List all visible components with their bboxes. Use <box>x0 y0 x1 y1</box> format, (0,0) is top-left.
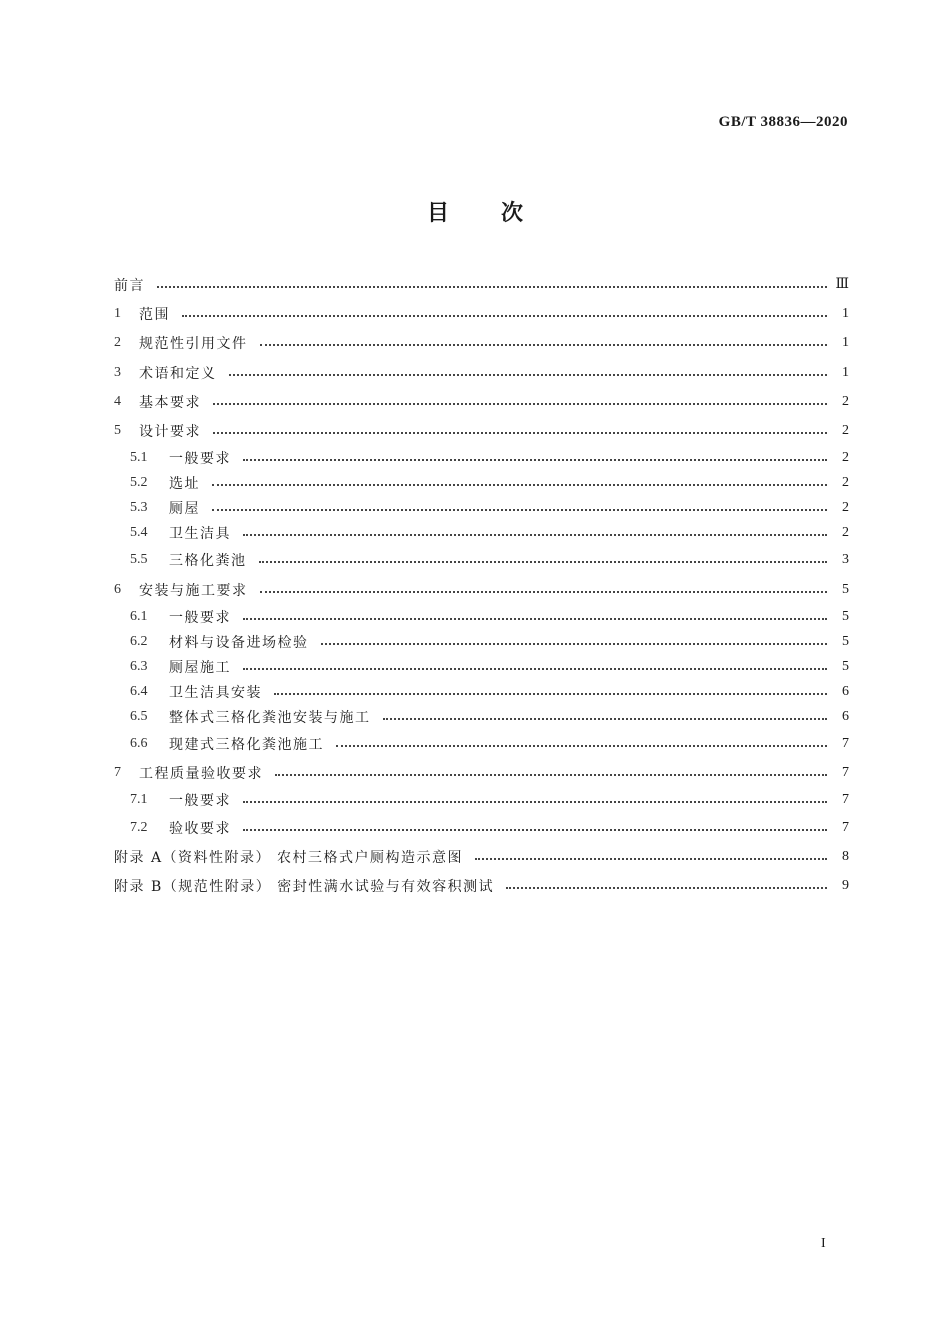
toc-entry-page: 5 <box>842 633 849 649</box>
toc-entry-number: 6.1 <box>130 608 148 624</box>
toc-entry-page: 5 <box>842 658 849 674</box>
toc-entry-number: 6.2 <box>130 633 148 649</box>
toc-entry-number: 5.1 <box>130 450 148 466</box>
toc-leader-dots <box>506 887 827 889</box>
toc-entry-page: Ⅲ <box>835 277 849 293</box>
toc-leader-dots <box>274 693 827 695</box>
toc-entry[interactable] <box>114 629 849 654</box>
toc-entry[interactable] <box>114 729 849 758</box>
footer-page-number: I <box>821 1236 826 1251</box>
toc-leader-dots <box>157 286 827 288</box>
toc-leader-dots <box>243 459 827 461</box>
toc-entry-page: 9 <box>842 878 849 894</box>
toc-entry-page: 2 <box>842 423 849 439</box>
toc-entry-label: 一般要求 <box>169 609 231 626</box>
toc-leader-dots <box>321 643 828 645</box>
toc-entry[interactable] <box>114 446 849 471</box>
toc-entry[interactable] <box>114 387 849 416</box>
toc-entry-label: 工程质量验收要求 <box>139 766 263 783</box>
toc-entry-label: 范围 <box>139 306 170 323</box>
toc-entry[interactable] <box>114 299 849 328</box>
toc-entry-page: 5 <box>842 581 849 597</box>
toc-entry[interactable] <box>114 496 849 521</box>
toc-leader-dots <box>243 801 827 803</box>
toc-entry-page: 7 <box>842 736 849 752</box>
toc-entry-page: 7 <box>842 819 849 835</box>
toc-entry[interactable] <box>114 872 849 901</box>
toc-entry-number: 6.4 <box>130 683 148 699</box>
toc-entry-label: 整体式三格化粪池安装与施工 <box>169 709 371 726</box>
toc-entry-label: 附录 A（资料性附录） 农村三格式户厕构造示意图 <box>114 849 464 866</box>
toc-entry-page: 6 <box>842 708 849 724</box>
toc-entry-label: 厕屋施工 <box>169 659 231 676</box>
toc-leader-dots <box>259 561 828 563</box>
toc-entry-page: 2 <box>842 500 849 516</box>
toc-entry-label: 一般要求 <box>169 793 231 810</box>
toc-entry[interactable] <box>114 704 849 729</box>
toc-entry-label: 验收要求 <box>169 820 231 837</box>
toc-entry[interactable] <box>114 471 849 496</box>
toc-leader-dots <box>243 668 827 670</box>
toc-entry-page: 5 <box>842 608 849 624</box>
toc-entry-label: 设计要求 <box>139 424 201 441</box>
toc-entry[interactable] <box>114 329 849 358</box>
toc-entry[interactable] <box>114 788 849 813</box>
toc-entry-label: 术语和定义 <box>139 365 217 382</box>
toc-leader-dots <box>243 829 827 831</box>
toc-entry-label: 三格化粪池 <box>169 553 247 570</box>
toc-entry-page: 2 <box>842 525 849 541</box>
toc-entry-number: 2 <box>114 335 121 351</box>
toc-leader-dots <box>212 509 827 511</box>
toc-entry-number: 3 <box>114 364 121 380</box>
toc-entry-number: 5.3 <box>130 500 148 516</box>
toc-entry-label: 基本要求 <box>139 394 201 411</box>
toc-entry-label: 厕屋 <box>169 501 200 518</box>
toc-entry-page: 1 <box>842 335 849 351</box>
toc-entry-label: 选址 <box>169 476 200 493</box>
toc-entry-label: 卫生洁具安装 <box>169 684 262 701</box>
toc-leader-dots <box>182 315 827 317</box>
toc-entry[interactable] <box>114 358 849 387</box>
toc-leader-dots <box>243 534 827 536</box>
toc-entry-number: 5 <box>114 423 121 439</box>
toc-entry-label: 规范性引用文件 <box>139 336 248 353</box>
toc-entry-number: 5.5 <box>130 552 148 568</box>
toc-leader-dots <box>383 718 828 720</box>
page-title: 目次 <box>426 201 575 226</box>
toc-entry-page: 3 <box>842 552 849 568</box>
toc-entry-label: 材料与设备进场检验 <box>169 634 309 651</box>
toc-entry[interactable] <box>114 416 849 445</box>
toc-entry-page: 2 <box>842 475 849 491</box>
table-of-contents <box>114 270 849 901</box>
toc-entry-page: 2 <box>842 450 849 466</box>
toc-entry-page: 1 <box>842 364 849 380</box>
toc-entry-number: 7.1 <box>130 792 148 808</box>
toc-entry-number: 6 <box>114 581 121 597</box>
toc-entry[interactable] <box>114 521 849 546</box>
toc-entry[interactable] <box>114 270 849 299</box>
toc-leader-dots <box>475 858 827 860</box>
toc-entry[interactable] <box>114 654 849 679</box>
toc-entry-label: 一般要求 <box>169 451 231 468</box>
toc-leader-dots <box>275 774 827 776</box>
toc-entry[interactable] <box>114 842 849 871</box>
toc-leader-dots <box>243 618 827 620</box>
toc-entry-label: 附录 B（规范性附录） 密封性满水试验与有效容积测试 <box>114 879 495 896</box>
toc-entry-page: 2 <box>842 393 849 409</box>
toc-leader-dots <box>336 745 827 747</box>
toc-entry[interactable] <box>114 604 849 629</box>
toc-entry-number: 7 <box>114 765 121 781</box>
toc-entry-page: 7 <box>842 765 849 781</box>
toc-entry-number: 6.5 <box>130 708 148 724</box>
toc-entry-number: 4 <box>114 393 121 409</box>
toc-entry-label: 现建式三格化粪池施工 <box>169 737 324 754</box>
toc-leader-dots <box>213 403 827 405</box>
standard-number: GB/T 38836—2020 <box>718 114 848 130</box>
toc-entry-label: 安装与施工要求 <box>139 582 248 599</box>
toc-entry-label: 前言 <box>114 277 145 294</box>
toc-entry-label: 卫生洁具 <box>169 526 231 543</box>
toc-entry-number: 1 <box>114 305 121 321</box>
toc-leader-dots <box>213 432 827 434</box>
toc-entry-page: 6 <box>842 683 849 699</box>
toc-entry[interactable] <box>114 546 849 575</box>
toc-entry[interactable] <box>114 679 849 704</box>
toc-leader-dots <box>229 374 828 376</box>
toc-leader-dots <box>260 344 828 346</box>
toc-entry[interactable] <box>114 759 849 788</box>
toc-entry-page: 8 <box>842 848 849 864</box>
toc-entry[interactable] <box>114 575 849 604</box>
toc-entry-number: 6.3 <box>130 658 148 674</box>
toc-leader-dots <box>260 591 828 593</box>
toc-leader-dots <box>212 484 827 486</box>
toc-entry-number: 7.2 <box>130 819 148 835</box>
toc-entry-number: 6.6 <box>130 736 148 752</box>
toc-entry-number: 5.2 <box>130 475 148 491</box>
toc-entry[interactable] <box>114 813 849 842</box>
toc-entry-page: 7 <box>842 792 849 808</box>
toc-entry-number: 5.4 <box>130 525 148 541</box>
toc-entry-page: 1 <box>842 305 849 321</box>
